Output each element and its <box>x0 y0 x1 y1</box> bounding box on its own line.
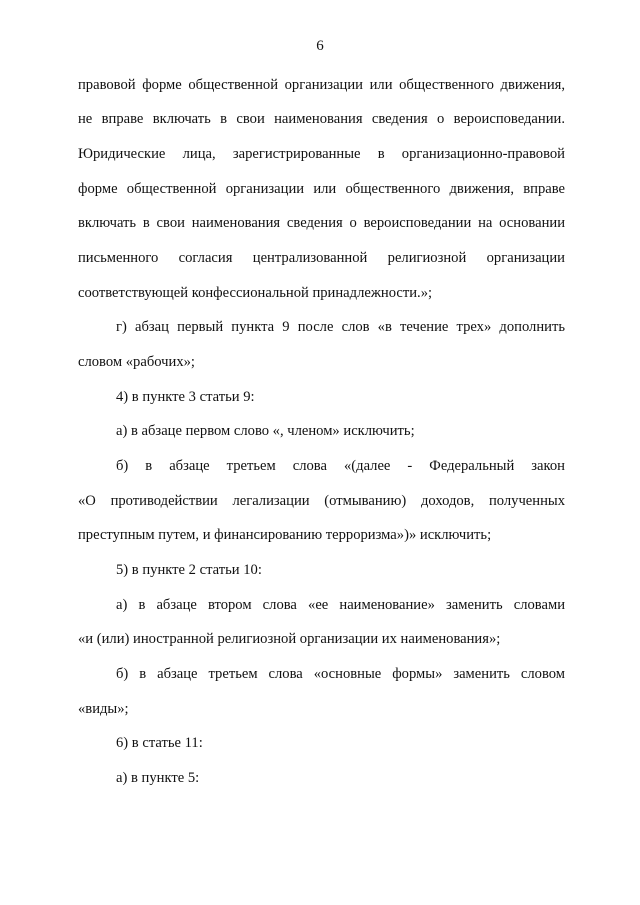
page-number: 6 <box>316 38 324 54</box>
text-line-18: б) в абзаце третьем слова «основные формы» заменить словом <box>116 666 565 682</box>
text-line-17: «и (или) иностранной религиозной организации их наименования»; <box>78 631 501 647</box>
text-line-14: преступным путем, и финансированию терроризма»)» исключить; <box>78 527 492 543</box>
text-line-3: Юридические лица, зарегистрированные в организационно-правовой <box>78 146 565 162</box>
text-line-4: форме общественной организации или общественного движения, вправе <box>78 181 565 197</box>
text-line-5: включать в свои наименования сведения о вероисповедании на основании <box>78 215 565 231</box>
text-line-1: правовой форме общественной организации или общественного движения, <box>78 77 565 93</box>
text-line-19: «виды»; <box>78 701 129 717</box>
text-line-7: соответствующей конфессиональной принадлежности.»; <box>78 285 433 301</box>
text-line-2: не вправе включать в свои наименования сведения о вероисповедании. <box>78 111 565 127</box>
text-line-12: б) в абзаце третьем слова «(далее - Федеральный закон <box>116 458 565 474</box>
text-line-15: 5) в пункте 2 статьи 10: <box>116 562 262 578</box>
text-line-8: г) абзац первый пункта 9 после слов «в течение трех» дополнить <box>116 319 565 335</box>
text-line-9: словом «рабочих»; <box>78 354 195 370</box>
text-line-6: письменного согласия централизованной религиозной организации <box>78 250 565 266</box>
text-line-13: «О противодействии легализации (отмыванию) доходов, полученных <box>78 493 565 509</box>
text-line-16: а) в абзаце втором слова «ее наименование» заменить словами <box>116 597 565 613</box>
text-line-10: 4) в пункте 3 статьи 9: <box>116 389 255 405</box>
text-line-20: 6) в статье 11: <box>116 735 203 751</box>
text-line-21: а) в пункте 5: <box>116 770 200 786</box>
text-line-11: а) в абзаце первом слово «, членом» исключить; <box>116 423 415 439</box>
